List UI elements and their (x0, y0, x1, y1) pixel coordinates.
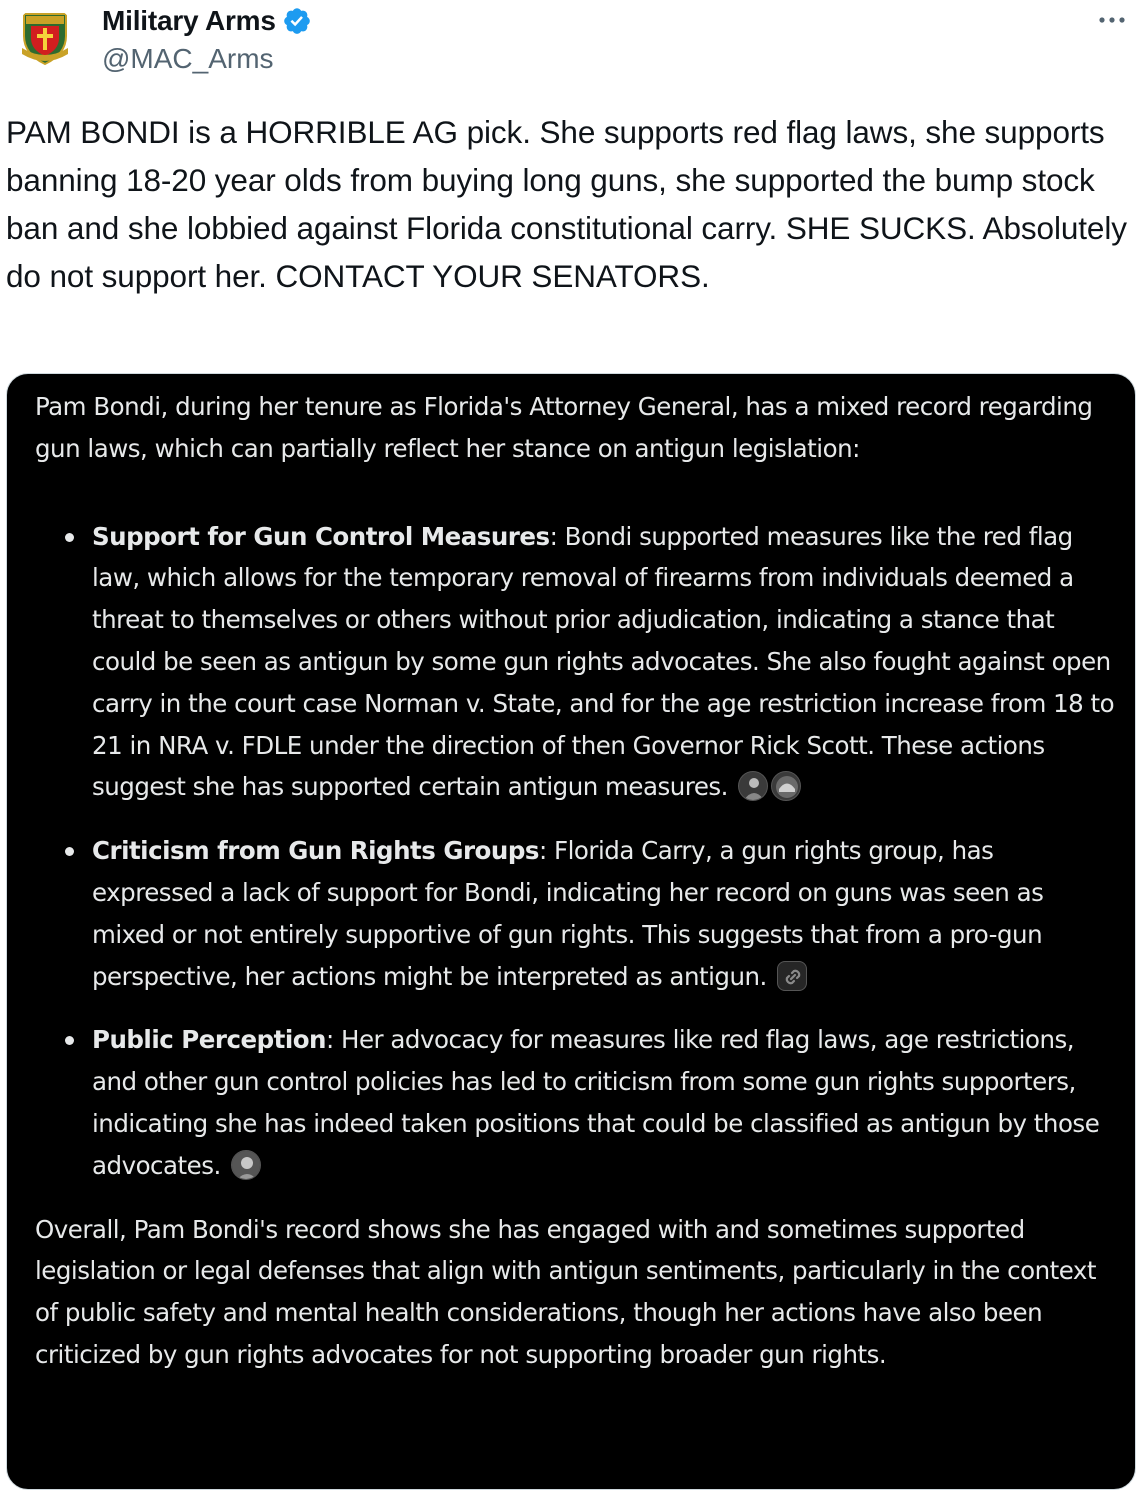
bullet-body: : Florida Carry, a gun rights group, has expressed a lack of support for Bondi, indicating her record on guns was seen as mixed or not entirely supportive of gun rights. This suggests that from a pro-gun perspective, her actions might be interpreted as antigun. (92, 836, 1044, 991)
screenshot-content (35, 386, 1115, 1376)
list-item (35, 516, 1115, 809)
tweet-header (0, 0, 1140, 90)
media-image[interactable] (6, 373, 1136, 1490)
bullet-body: : Bondi supported measures like the red flag law, which allows for the temporary removal of firearms from individuals deemed a threat to themselves or others without prior adjudication, indicating a stance that could be seen as antigun by some gun rights advocates. She also fought against open carry in the court case Norman v. State, and for the age restriction increase from 18 to 21 in NRA v. FDLE under the direction of then Governor Rick Scott. These actions suggest she has supported certain antigun measures. (92, 521, 1115, 802)
link-icon[interactable] (777, 961, 807, 991)
more-horizontal-icon (1097, 16, 1127, 24)
author-info (102, 4, 312, 75)
intro-paragraph: Pam Bondi, during her tenure as Florida's Attorney General, has a mixed record regarding gun laws, which can partially reflect her stance on antigun legislation: (35, 392, 1093, 463)
verified-badge-icon (282, 6, 312, 36)
display-name[interactable]: Military Arms (102, 5, 276, 36)
bullet-list (35, 516, 1115, 1187)
bullet-body: : Her advocacy for measures like red flag laws, age restrictions, and other gun control policies has led to criticism from some gun rights supporters, indicating she has indeed taken positions that could be classified as antigun by those advocates. (92, 1025, 1100, 1180)
source-avatar-icon[interactable] (771, 771, 801, 801)
more-options-button[interactable] (1092, 6, 1132, 34)
bullet-dot (65, 533, 74, 542)
avatar[interactable] (14, 6, 76, 68)
bullet-title: Criticism from Gun Rights Groups (92, 836, 539, 866)
source-avatar-icon[interactable] (738, 771, 768, 801)
shield-logo-icon (14, 6, 76, 68)
tweet-text: PAM BONDI is a HORRIBLE AG pick. She supports red flag laws, she supports banning 18-20 year olds from buying long guns, she supported the bump stock ban and she lobbied against Florida constitutional carry. SHE SUCKS. Absolutely do not support her. CONTACT YOUR SENATORS. (6, 114, 1127, 294)
source-avatar-icon[interactable] (231, 1150, 261, 1180)
list-item (35, 1019, 1115, 1186)
bullet-dot (65, 847, 74, 856)
bullet-title: Support for Gun Control Measures (92, 521, 550, 551)
bullet-dot (65, 1036, 74, 1045)
outro-paragraph: Overall, Pam Bondi's record shows she has engaged with and sometimes supported legislation or legal defenses that align with antigun sentiments, particularly in the context of public safety and mental health considerations, though her actions have also been criticized by gun rights advocates for not supporting broader gun rights. (35, 1214, 1097, 1369)
bullet-title: Public Perception (92, 1025, 326, 1055)
handle[interactable]: @MAC_Arms (102, 43, 274, 74)
list-item (35, 830, 1115, 997)
